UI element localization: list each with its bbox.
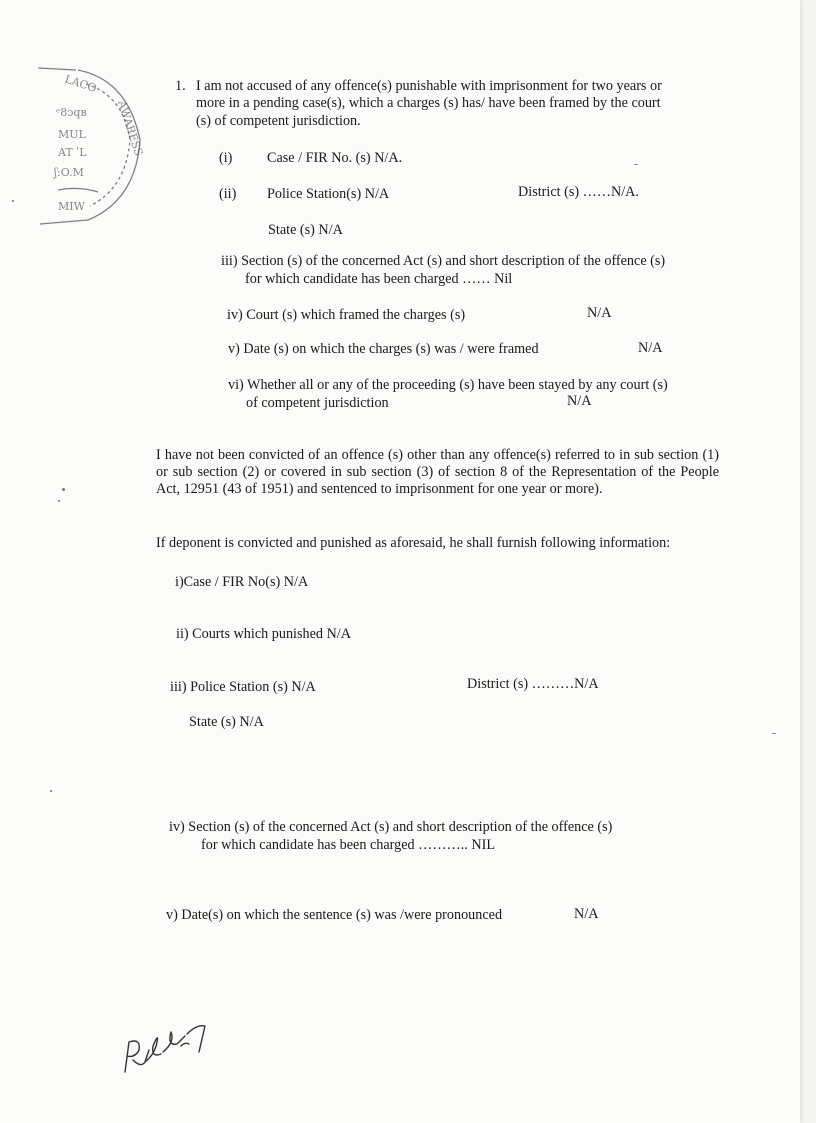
scan-speck <box>58 500 60 502</box>
item-number: 1. <box>175 78 186 94</box>
convicted-section-line: iv) Section (s) of the concerned Act (s) and short description of the offence (s) <box>169 819 613 835</box>
pending-state: State (s) N/A <box>268 222 343 238</box>
item1-line: I am not accused of any offence(s) punishable with imprisonment for two years or <box>196 78 662 94</box>
scan-speck <box>634 164 638 165</box>
pending-date: v) Date (s) on which the charges (s) was / were framed <box>228 341 539 357</box>
convicted-sentence-value: N/A <box>574 906 599 922</box>
convicted-district: District (s) ………N/A <box>467 676 599 692</box>
scan-speck <box>12 200 14 202</box>
pending-stay-line: of competent jurisdiction <box>246 395 389 411</box>
notary-stamp-icon <box>18 40 168 230</box>
pending-case-fir: Case / FIR No. (s) N/A. <box>267 150 403 166</box>
convicted-section-line: for which candidate has been charged ……….. NIL <box>201 837 496 853</box>
svg-text:AWARESS: AWARESS <box>115 98 146 158</box>
svg-text:ʃ:O.M: ʃ:O.M <box>54 166 84 179</box>
item1-line: more in a pending case(s), which a charges (s) has/ have been framed by the court <box>196 95 661 111</box>
scan-speck <box>62 488 65 491</box>
svg-text:ᵉ8ɔqʙ: ᵉ8ɔqʙ <box>56 106 87 119</box>
svg-text:MIW: MIW <box>58 200 85 213</box>
if-convicted-line: If deponent is convicted and punished as aforesaid, he shall furnish following information: <box>156 535 671 551</box>
convicted-state: State (s) N/A <box>189 714 264 730</box>
svg-text:AT ʹL: AT ʹL <box>58 146 87 159</box>
signature-icon <box>115 1002 225 1082</box>
conviction-paragraph: I have not been convicted of an offence (s) other than any offence(s) referred to in sub section (1) or sub section (2) or covered in sub section (3) of section 8 of the Representation of the People Act, 12951 (43 of 1951) and sentenced to imprisonment for one year or more). <box>156 447 719 497</box>
pending-section-line: iii) Section (s) of the concerned Act (s) and short description of the offence (s) <box>221 253 666 269</box>
convicted-police-station: iii) Police Station (s) N/A <box>170 679 316 695</box>
svg-text:LACO: LACO <box>63 72 99 95</box>
pending-court-value: N/A <box>587 305 612 321</box>
pending-stay-value: N/A <box>567 393 592 409</box>
pending-date-value: N/A <box>638 340 663 356</box>
scan-speck <box>772 733 776 734</box>
pending-section-line: for which candidate has been charged …… Nil <box>245 271 513 287</box>
convicted-case-fir: i)Case / FIR No(s) N/A <box>175 574 309 590</box>
pending-i-number: (i) <box>219 150 233 166</box>
pending-district: District (s) ……N/A. <box>518 184 639 200</box>
pending-stay-line: vi) Whether all or any of the proceeding (s) have been stayed by any court (s) <box>228 377 668 393</box>
pending-court: iv) Court (s) which framed the charges (s) <box>227 307 466 323</box>
item1-line: (s) of competent jurisdiction. <box>196 113 361 129</box>
scan-speck <box>50 790 52 792</box>
pending-police-station: Police Station(s) N/A <box>267 186 390 202</box>
convicted-courts: ii) Courts which punished N/A <box>176 626 351 642</box>
convicted-sentence-date: v) Date(s) on which the sentence (s) was /were pronounced <box>166 907 503 923</box>
pending-ii-number: (ii) <box>219 186 237 202</box>
svg-text:MUL: MUL <box>58 128 86 141</box>
